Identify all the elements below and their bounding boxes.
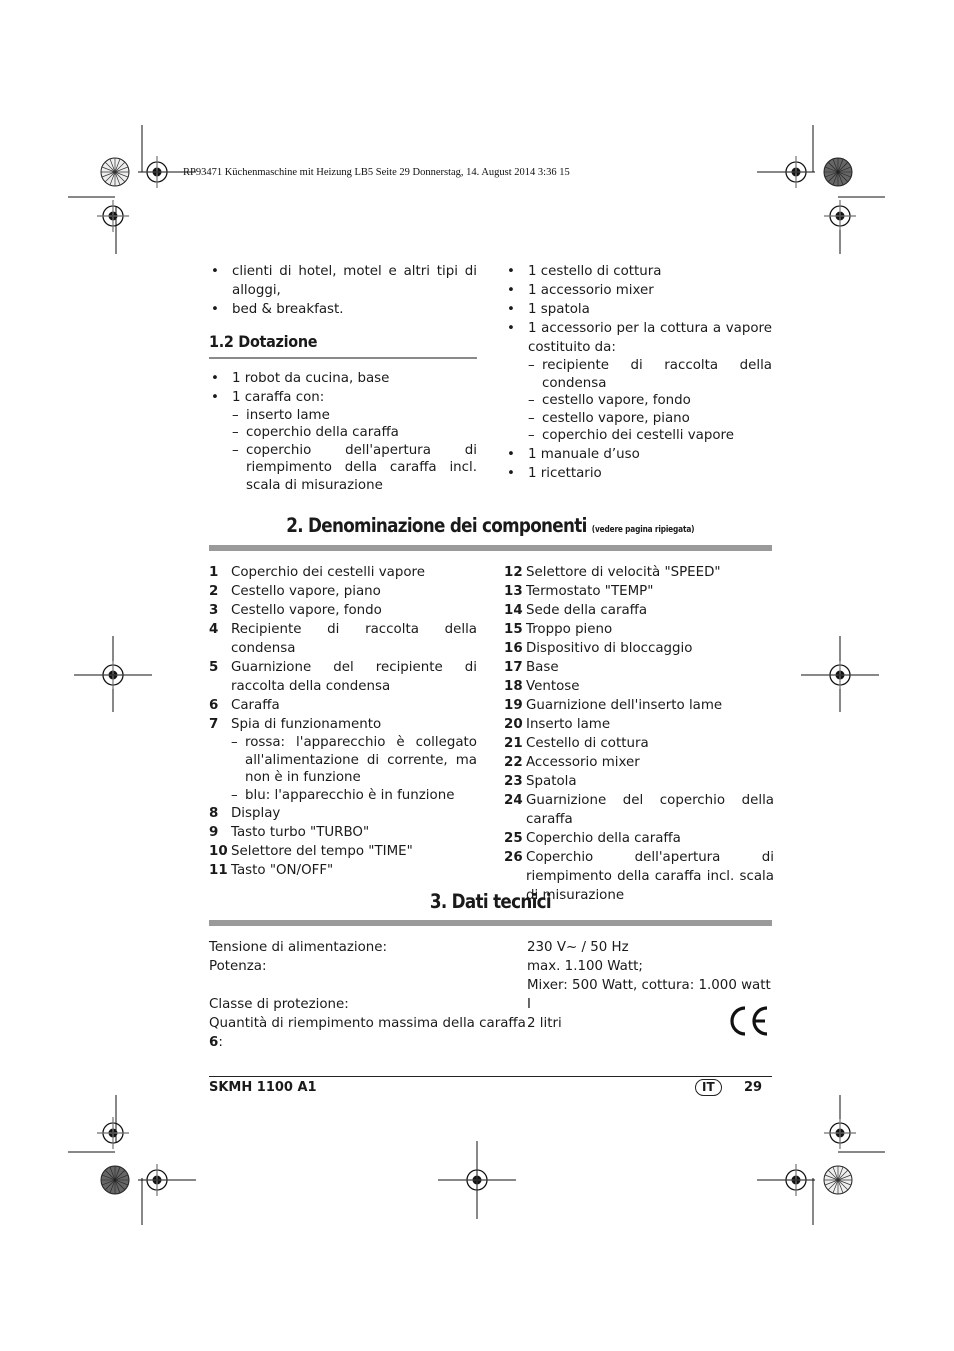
section-3-heading (209, 890, 772, 913)
tech-row (209, 1014, 772, 1052)
section-2-heading (209, 514, 772, 537)
list-item (505, 300, 772, 319)
tech-key (209, 1014, 527, 1052)
component-item (209, 620, 477, 658)
footer-model: SKMH 1100 A1 (209, 1080, 317, 1095)
component-item (209, 601, 477, 620)
language-badge: IT (695, 1079, 722, 1096)
component-number: 5 (209, 660, 219, 675)
component-label: Dispositivo di bloccaggio (526, 641, 693, 656)
tech-row (209, 976, 772, 995)
list-item (505, 464, 772, 483)
technical-data-table (209, 938, 772, 1052)
component-number: 19 (504, 698, 523, 713)
tech-value: max. 1.100 Watt; (527, 959, 643, 974)
list-item (505, 281, 772, 300)
list-item-text: 1 accessorio per la cottura a vapore costituito da: (528, 321, 772, 355)
component-number: 15 (504, 622, 523, 637)
component-label: Spatola (526, 774, 577, 789)
component-label: Cestello vapore, piano (231, 584, 381, 599)
dotazione-list-continued (505, 262, 772, 483)
sub-list (232, 407, 477, 495)
tech-value: 2 litri (527, 1016, 562, 1031)
sub-list (528, 357, 772, 445)
list-item-text: 1 ricettario (528, 465, 602, 481)
component-number: 21 (504, 736, 523, 751)
component-number: 12 (504, 565, 523, 580)
ce-mark-icon (727, 1005, 771, 1037)
section-3-rule (209, 920, 772, 926)
component-number: 7 (209, 717, 219, 732)
sub-list-item: – cestello vapore, fondo (528, 392, 772, 410)
component-number: 26 (504, 850, 523, 865)
list-item-text: 1 manuale d’uso (528, 446, 640, 462)
component-label: Inserto lame (526, 717, 611, 732)
component-label: Display (231, 806, 281, 822)
component-item (504, 639, 774, 658)
component-label: Cestello di cottura (526, 736, 649, 751)
component-label: Coperchio dei cestelli vapore (231, 565, 425, 580)
component-label: Cestello vapore, fondo (231, 603, 382, 618)
component-number: 1 (209, 565, 219, 580)
component-number: 18 (504, 679, 523, 694)
component-label: Coperchio della caraffa (526, 831, 681, 846)
tech-row (209, 995, 772, 1014)
component-number: 24 (504, 793, 523, 808)
component-label: Guarnizione dell'inserto lame (526, 698, 723, 713)
tech-key: Tensione di alimentazione: (209, 940, 388, 955)
sub-list-item: – coperchio dell'apertura di riempimento della caraffa incl. scala di misurazione (232, 442, 477, 495)
component-item (504, 658, 774, 677)
component-number: 9 (209, 825, 219, 841)
component-item (504, 601, 774, 620)
tech-key-text: Quantità di riempimento massima della caraffa (209, 1016, 526, 1031)
print-header: RP93471 Küchenmaschine mit Heizung LB5 Seite 29 Donnerstag, 14. August 2014 3:36 15 (183, 167, 570, 178)
spia-sub-list (231, 734, 477, 804)
component-label: Spia di funzionamento (231, 717, 382, 732)
component-item (504, 582, 774, 601)
tech-row (209, 938, 772, 957)
component-label: Tasto turbo "TURBO" (231, 825, 370, 841)
sub-list-item: – blu: l'apparecchio è in funzione (231, 787, 477, 805)
component-number: 20 (504, 717, 523, 732)
component-item (504, 753, 774, 772)
right-column-top (505, 262, 772, 483)
component-item (504, 734, 774, 753)
sub-list-item: – coperchio dei cestelli vapore (528, 427, 772, 445)
footer-rule (209, 1076, 772, 1077)
component-label: Guarnizione del coperchio della caraffa (526, 793, 774, 827)
component-label: Termostato "TEMP" (526, 584, 654, 599)
component-item (209, 823, 477, 842)
component-number: 11 (209, 863, 228, 879)
tech-key-colon: : (218, 1035, 223, 1050)
component-item (504, 772, 774, 791)
list-item-text: 1 accessorio mixer (528, 283, 654, 298)
component-label: Coperchio dell'apertura di riempimento della caraffa incl. scala di misurazione (526, 850, 774, 903)
sub-list-item: – recipiente di raccolta della condensa (528, 357, 772, 392)
sub-list-item: – cestello vapore, piano (528, 410, 772, 428)
sub-list-item: – inserto lame (232, 407, 477, 425)
tech-value: I (527, 997, 531, 1012)
list-item (209, 388, 477, 495)
component-item (504, 677, 774, 696)
list-item: • clienti di hotel, motel e altri tipi di alloggi, (209, 262, 477, 300)
tech-key (209, 976, 527, 995)
audience-list (209, 262, 477, 319)
section-2-title: 2. Denominazione dei componenti (286, 514, 587, 537)
component-item (504, 563, 774, 582)
list-item-text: 1 robot da cucina, base (232, 370, 390, 386)
section-1-2-rule (209, 357, 477, 359)
tech-key-number: 6 (209, 1035, 219, 1050)
tech-key: Potenza: (209, 959, 267, 974)
component-number: 6 (209, 698, 219, 713)
component-number: 10 (209, 844, 228, 860)
section-1-2-title: 1.2 Dotazione (209, 332, 318, 351)
tech-value: 230 V~ / 50 Hz (527, 940, 629, 955)
component-label: Sede della caraffa (526, 603, 648, 618)
list-item-text: 1 cestello di cottura (528, 264, 662, 279)
list-item (505, 319, 772, 445)
component-label: Selettore del tempo "TIME" (231, 844, 413, 860)
tech-row (209, 957, 772, 976)
component-number: 22 (504, 755, 523, 770)
component-number: 13 (504, 584, 523, 599)
components-right-column (504, 563, 774, 905)
component-number: 17 (504, 660, 523, 675)
component-number: 3 (209, 603, 219, 618)
tech-value: Mixer: 500 Watt, cottura: 1.000 watt (527, 978, 771, 993)
component-item (209, 861, 477, 880)
component-label: Selettore di velocità "SPEED" (526, 565, 721, 580)
tech-key: Classe di protezione: (209, 997, 349, 1012)
component-item (504, 620, 774, 639)
component-label: Caraffa (231, 698, 280, 713)
component-label: Base (526, 660, 559, 675)
list-item: • bed & breakfast. (209, 300, 477, 319)
component-item (209, 804, 477, 823)
list-item-text: 1 caraffa con: (232, 389, 325, 405)
sub-list-item: – coperchio della caraffa (232, 424, 477, 442)
section-2-note: (vedere pagina ripiegata) (592, 525, 695, 535)
component-item (504, 829, 774, 848)
section-2-rule (209, 545, 772, 551)
component-number: 23 (504, 774, 523, 789)
section-3-title: 3. Dati tecnici (429, 890, 552, 913)
component-item (209, 563, 477, 582)
component-label: Ventose (526, 679, 580, 694)
component-label: Recipiente di raccolta della condensa (231, 622, 477, 656)
component-label: Accessorio mixer (526, 755, 640, 770)
component-label: Tasto "ON/OFF" (231, 863, 334, 879)
component-item (504, 696, 774, 715)
component-number: 2 (209, 584, 219, 599)
left-column-top (209, 262, 477, 494)
component-item (209, 582, 477, 601)
component-item (209, 842, 477, 861)
list-item (505, 262, 772, 281)
sub-list-item: – rossa: l'apparecchio è collegato all'alimentazione di corrente, ma non è in funzione (231, 734, 477, 787)
component-item (504, 715, 774, 734)
page-number: 29 (744, 1080, 763, 1095)
component-item (209, 696, 477, 715)
list-item (209, 369, 477, 388)
component-item (209, 658, 477, 696)
component-item (209, 715, 477, 734)
dotazione-list (209, 369, 477, 495)
component-number: 4 (209, 622, 219, 637)
component-item (504, 791, 774, 829)
component-number: 16 (504, 641, 523, 656)
components-left-column (209, 563, 477, 880)
list-item (505, 445, 772, 464)
component-number: 14 (504, 603, 523, 618)
component-label: Troppo pieno (526, 622, 613, 637)
component-number: 8 (209, 806, 219, 822)
component-number: 25 (504, 831, 523, 846)
component-label: Guarnizione del recipiente di raccolta della condensa (231, 660, 477, 694)
list-item-text: 1 spatola (528, 302, 590, 317)
